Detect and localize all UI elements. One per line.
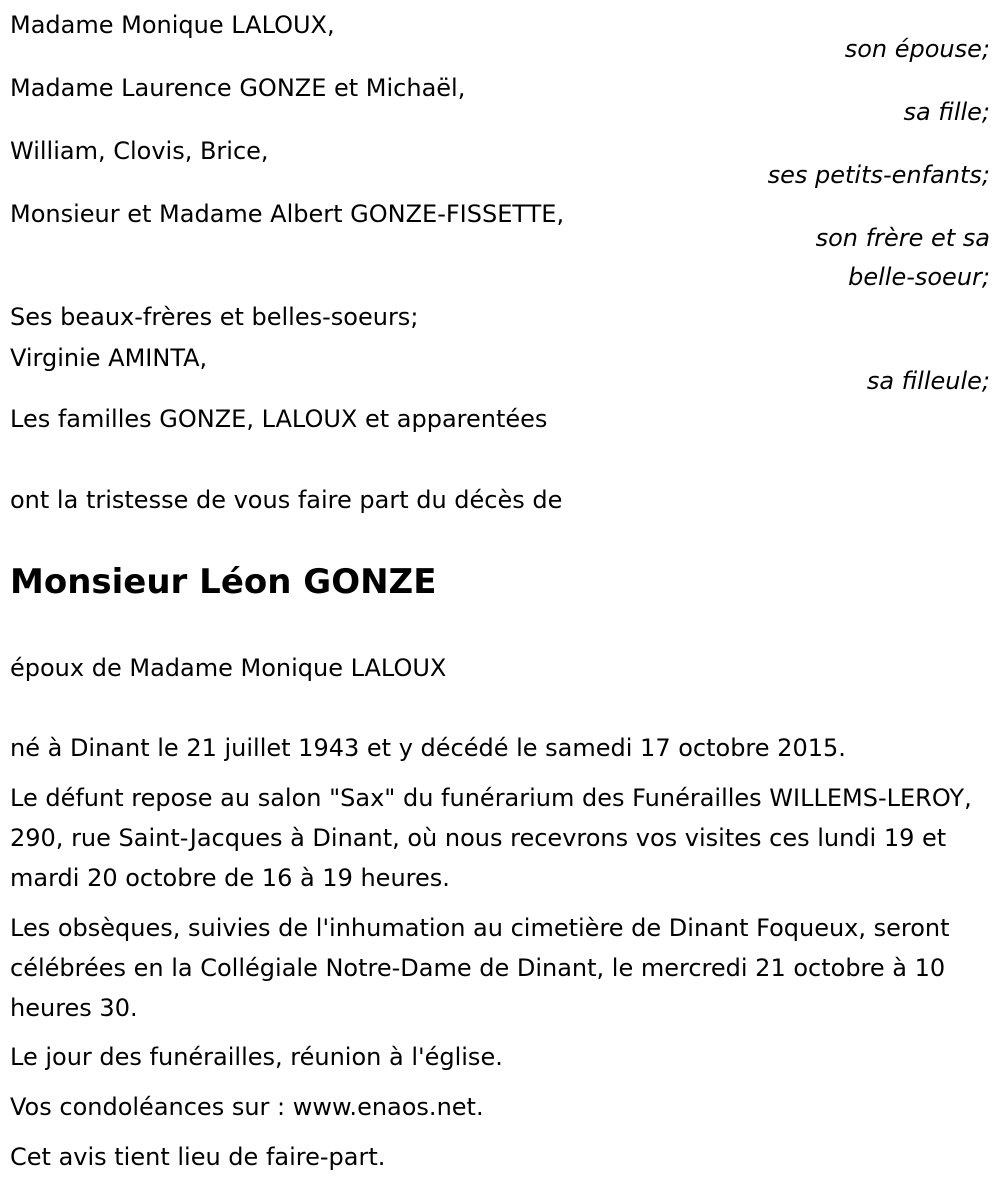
birth-death-paragraph: né à Dinant le 21 juillet 1943 et y décédé le samedi 17 octobre 2015. [10,734,846,762]
notice-paragraph: Cet avis tient lieu de faire-part. [10,1143,386,1171]
grandchildren-names: William, Clovis, Brice, [10,137,269,165]
grandchildren-relation: ses petits-enfants; [767,161,990,189]
deceased-name: Monsieur Léon GONZE [10,562,437,602]
in-laws: Ses beaux-frères et belles-soeurs; [10,303,419,331]
daughter-name: Madame Laurence GONZE et Michaël, [10,74,466,102]
condolences-paragraph: Vos condoléances sur : www.enaos.net. [10,1093,484,1121]
brother-relation-line2: belle-soeur; [848,263,990,291]
repose-paragraph: Le défunt repose au salon "Sax" du funérarium des Funérailles WILLEMS-LEROY, 290, rue Saint-Jacques à Dinant, où nous recevrons vos visites ces lundi 19 et mardi 20 octobre de 16 à 19 heures. [10,784,972,892]
spouse-relation: son épouse; [844,35,990,63]
brother-relation-line1: son frère et sa [815,224,990,252]
funeral-paragraph: Les obsèques, suivies de l'inhumation au cimetière de Dinant Foqueux, seront célébrées en la Collégiale Notre-Dame de Dinant, le mercredi 21 octobre à 10 heures 30. [10,914,950,1022]
meeting-paragraph: Le jour des funérailles, réunion à l'église. [10,1043,503,1071]
goddaughter-name: Virginie AMINTA, [10,344,208,372]
spouse-name: Madame Monique LALOUX, [10,11,335,39]
goddaughter-relation: sa filleule; [866,367,990,395]
announcement: ont la tristesse de vous faire part du décès de [10,486,563,514]
deceased-spouse-line: époux de Madame Monique LALOUX [10,654,447,682]
daughter-relation: sa fille; [903,98,990,126]
families-line: Les familles GONZE, LALOUX et apparentées [10,405,548,433]
brother-name: Monsieur et Madame Albert GONZE-FISSETTE, [10,200,565,228]
